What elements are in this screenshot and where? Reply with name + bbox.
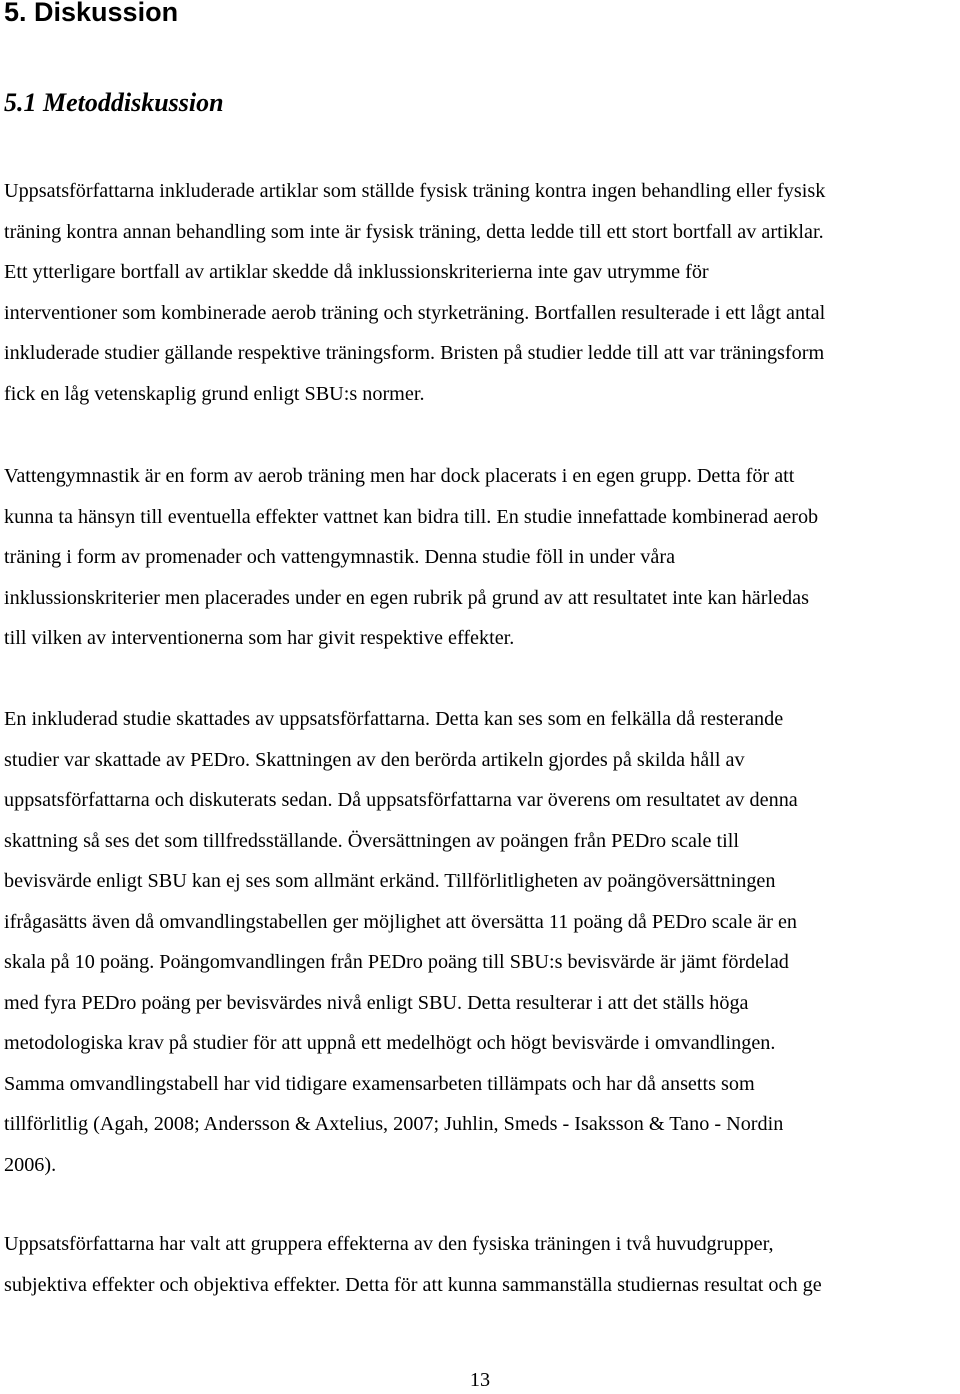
paragraph-line: Samma omvandlingstabell har vid tidigare examensarbeten tillämpats och har då ansetts som <box>4 1072 755 1095</box>
paragraph-line: studier var skattade av PEDro. Skattningen av den berörda artikeln gjordes på skilda håll av <box>4 748 745 771</box>
paragraph-1 <box>4 171 956 414</box>
paragraph-line: fick en låg vetenskaplig grund enligt SBU:s normer. <box>4 382 425 405</box>
paragraph-line: till vilken av interventionerna som har givit respektive effekter. <box>4 627 515 649</box>
paragraph-line: träning i form av promenader och vattengymnastik. Denna studie föll in under våra <box>4 546 676 568</box>
paragraph-line: skattning så ses det som tillfredsställande. Översättningen av poängen från PEDro scale till <box>4 829 739 852</box>
paragraph-line: uppsatsförfattarna och diskuterats sedan. Då uppsatsförfattarna var överens om resultatet av denna <box>4 789 798 811</box>
paragraph-line: interventioner som kombinerade aerob träning och styrketräning. Bortfallen resulterade i ett lågt antal <box>4 301 826 324</box>
paragraph-line: Uppsatsförfattarna har valt att gruppera effekterna av den fysiska träningen i två huvudgrupper, <box>4 1233 774 1255</box>
paragraph-line: Ett ytterligare bortfall av artiklar skedde då inklussionskriterierna inte gav utrymme för <box>4 261 709 283</box>
section-title: 5.1 Metoddiskussion <box>4 88 224 117</box>
paragraph-line: inklussionskriterier men placerades under en egen rubrik på grund av att resultatet inte kan härledas <box>4 586 809 609</box>
paragraph-line: bevisvärde enligt SBU kan ej ses som allmänt erkänd. Tillförlitligheten av poängöversättningen <box>4 870 776 892</box>
document-page <box>4 0 956 1391</box>
paragraph-line: Uppsatsförfattarna inkluderade artiklar som ställde fysisk träning kontra ingen behandling eller fysisk <box>4 180 826 202</box>
paragraph-line: En inkluderad studie skattades av uppsatsförfattarna. Detta kan ses som en felkälla då resterande <box>4 708 784 730</box>
page-number: 13 <box>469 1369 491 1391</box>
paragraph-line: Vattengymnastik är en form av aerob träning men har dock placerats i en egen grupp. Detta för att <box>4 465 795 487</box>
paragraph-2 <box>4 456 956 659</box>
chapter-title: 5. Diskussion <box>4 0 179 27</box>
paragraph-line: med fyra PEDro poäng per bevisvärdes nivå enligt SBU. Detta resulterar i att det ställs höga <box>4 991 749 1014</box>
paragraph-line: subjektiva effekter och objektiva effekter. Detta för att kunna sammanställa studiernas resultat och ge <box>4 1273 822 1296</box>
paragraph-line: metodologiska krav på studier för att uppnå ett medelhögt och högt bevisvärde i omvandlingen. <box>4 1032 776 1054</box>
paragraph-line: tillförlitlig (Agah, 2008; Andersson & Axtelius, 2007; Juhlin, Smeds - Isaksson & Tano - Nordin <box>4 1113 784 1135</box>
paragraph-line: träning kontra annan behandling som inte är fysisk träning, detta ledde till ett stort bortfall av artiklar. <box>4 220 824 243</box>
paragraph-line: ifrågasätts även då omvandlingstabellen ger möjlighet att översätta 11 poäng då PEDro scale är en <box>4 910 798 933</box>
paragraph-4 <box>4 1224 956 1305</box>
paragraph-line: kunna ta hänsyn till eventuella effekter vattnet kan bidra till. En studie innefattade kombinerad aerob <box>4 505 819 528</box>
paragraph-line: skala på 10 poäng. Poängomvandlingen från PEDro poäng till SBU:s bevisvärde är jämt fördelad <box>4 951 789 973</box>
paragraph-line: inkluderade studier gällande respektive träningsform. Bristen på studier ledde till att var träningsform <box>4 342 825 364</box>
paragraph-line: 2006). <box>4 1153 57 1176</box>
paragraph-3 <box>4 699 956 1185</box>
